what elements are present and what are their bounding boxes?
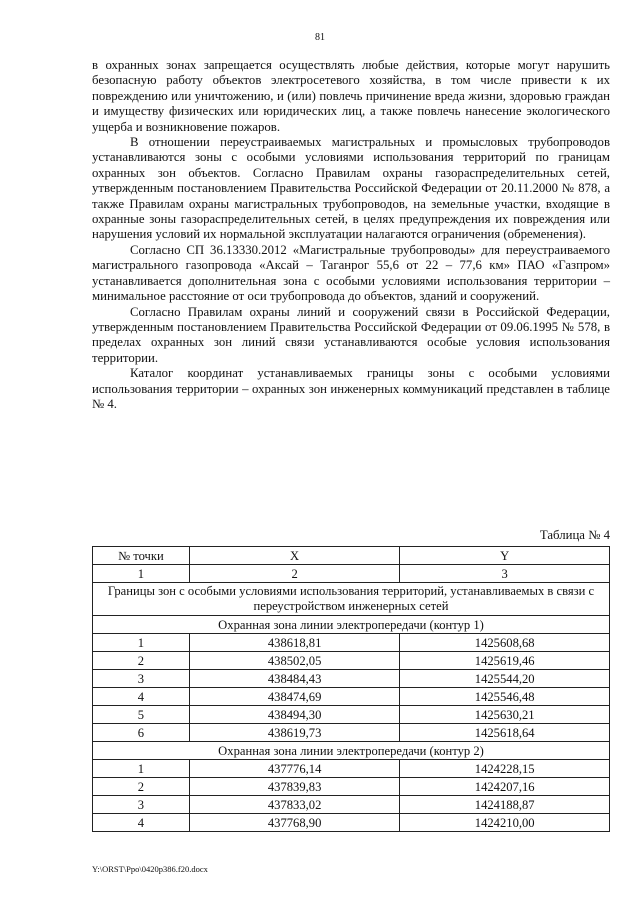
coordinates-table bbox=[92, 546, 610, 832]
paragraph: В отношении переустраиваемых магистральных и промысловых трубопроводов устанавливаются зоны с особыми условиями использования территорий по границам охранных зон объектов. Согласно Правилам охраны газораспределительных сетей, утвержденным постановлением Правительства Российской Федерации от 20.11.2000 № 878, а также Правилам охраны магистральных трубопроводов, на земельные участки, входящие в охранные зоны газораспределительных сетей, в целях предупреждения их повреждения или нарушения условий их нормальной эксплуатации налагаются ограничения (обременения). bbox=[92, 135, 610, 242]
contour-1-title: Охранная зона линии электропередачи (контур 1) bbox=[93, 616, 610, 634]
section-row bbox=[93, 583, 610, 616]
table-row bbox=[93, 724, 610, 742]
table-caption: Таблица № 4 bbox=[539, 528, 610, 542]
y-value: 1424207,16 bbox=[400, 778, 610, 796]
x-value: 437768,90 bbox=[189, 814, 400, 832]
table-row bbox=[93, 706, 610, 724]
paragraph: Согласно Правилам охраны линий и сооружений связи в Российской Федерации, утвержденным постановлением Правительства Российской Федерации от 09.06.1995 № 578, в пределах охранных зон линий связи устанавливаются особые условия использования территории. bbox=[92, 304, 610, 365]
header-x: X bbox=[189, 547, 400, 565]
point-number: 1 bbox=[93, 634, 190, 652]
y-value: 1424228,15 bbox=[400, 760, 610, 778]
contour-title-row bbox=[93, 742, 610, 760]
table-row bbox=[93, 652, 610, 670]
x-value: 438474,69 bbox=[189, 688, 400, 706]
header-point-number: № точки bbox=[93, 547, 190, 565]
paragraph: Согласно СП 36.13330.2012 «Магистральные трубопроводы» для переустраиваемого магистрального газопровода «Аксай – Таганрог 55,6 от 22 – 77,6 км» ПАО «Газпром» устанавливается дополнительная зона с особыми условиями использования территории – минимальное расстояние от оси трубопровода до объектов, зданий и сооружений. bbox=[92, 242, 610, 304]
point-number: 4 bbox=[93, 688, 190, 706]
contour-title-row bbox=[93, 616, 610, 634]
y-value: 1424210,00 bbox=[400, 814, 610, 832]
table-row bbox=[93, 688, 610, 706]
point-number: 2 bbox=[93, 652, 190, 670]
point-number: 5 bbox=[93, 706, 190, 724]
y-value: 1425608,68 bbox=[400, 634, 610, 652]
x-value: 438484,43 bbox=[189, 670, 400, 688]
y-value: 1425618,64 bbox=[400, 724, 610, 742]
contour-2-title: Охранная зона линии электропередачи (контур 2) bbox=[93, 742, 610, 760]
table-row bbox=[93, 814, 610, 832]
y-value: 1425630,21 bbox=[400, 706, 610, 724]
table-row bbox=[93, 796, 610, 814]
paragraph: в охранных зонах запрещается осуществлять любые действия, которые могут нарушить безопасную работу объектов электросетевого хозяйства, в том числе привести к их повреждению или уничтожению, и (или) повлечь причинение вреда жизни, здоровью граждан и имуществу физических или юридических лиц, а также повлечь нанесение экологического ущерба и возникновение пожаров. bbox=[92, 58, 610, 134]
x-value: 438618,81 bbox=[189, 634, 400, 652]
x-value: 437839,83 bbox=[189, 778, 400, 796]
point-number: 6 bbox=[93, 724, 190, 742]
file-path-footer: Y:\ORST\Ppo\0420p386.f20.docx bbox=[92, 864, 208, 874]
y-value: 1425619,46 bbox=[400, 652, 610, 670]
x-value: 437776,14 bbox=[189, 760, 400, 778]
y-value: 1424188,87 bbox=[400, 796, 610, 814]
x-value: 438502,05 bbox=[189, 652, 400, 670]
body-text bbox=[92, 58, 610, 412]
table-row bbox=[93, 670, 610, 688]
x-value: 437833,02 bbox=[189, 796, 400, 814]
x-value: 438494,30 bbox=[189, 706, 400, 724]
y-value: 1425544,20 bbox=[400, 670, 610, 688]
table-row bbox=[93, 760, 610, 778]
column-number-row bbox=[93, 565, 610, 583]
point-number: 1 bbox=[93, 760, 190, 778]
header-y: Y bbox=[400, 547, 610, 565]
table-row bbox=[93, 634, 610, 652]
point-number: 2 bbox=[93, 778, 190, 796]
section-title: Границы зон с особыми условиями использования территорий, устанавливаемых в связи с переустройством инженерных сетей bbox=[93, 583, 610, 616]
column-number: 1 bbox=[93, 565, 190, 583]
point-number: 3 bbox=[93, 670, 190, 688]
column-number: 2 bbox=[189, 565, 400, 583]
point-number: 3 bbox=[93, 796, 190, 814]
x-value: 438619,73 bbox=[189, 724, 400, 742]
column-number: 3 bbox=[400, 565, 610, 583]
point-number: 4 bbox=[93, 814, 190, 832]
page-number: 81 bbox=[315, 32, 325, 43]
paragraph: Каталог координат устанавливаемых границы зоны с особыми условиями использования территории – охранных зон инженерных коммуникаций представлен в таблице № 4. bbox=[92, 366, 610, 411]
table-header-row bbox=[93, 547, 610, 565]
y-value: 1425546,48 bbox=[400, 688, 610, 706]
table-row bbox=[93, 778, 610, 796]
